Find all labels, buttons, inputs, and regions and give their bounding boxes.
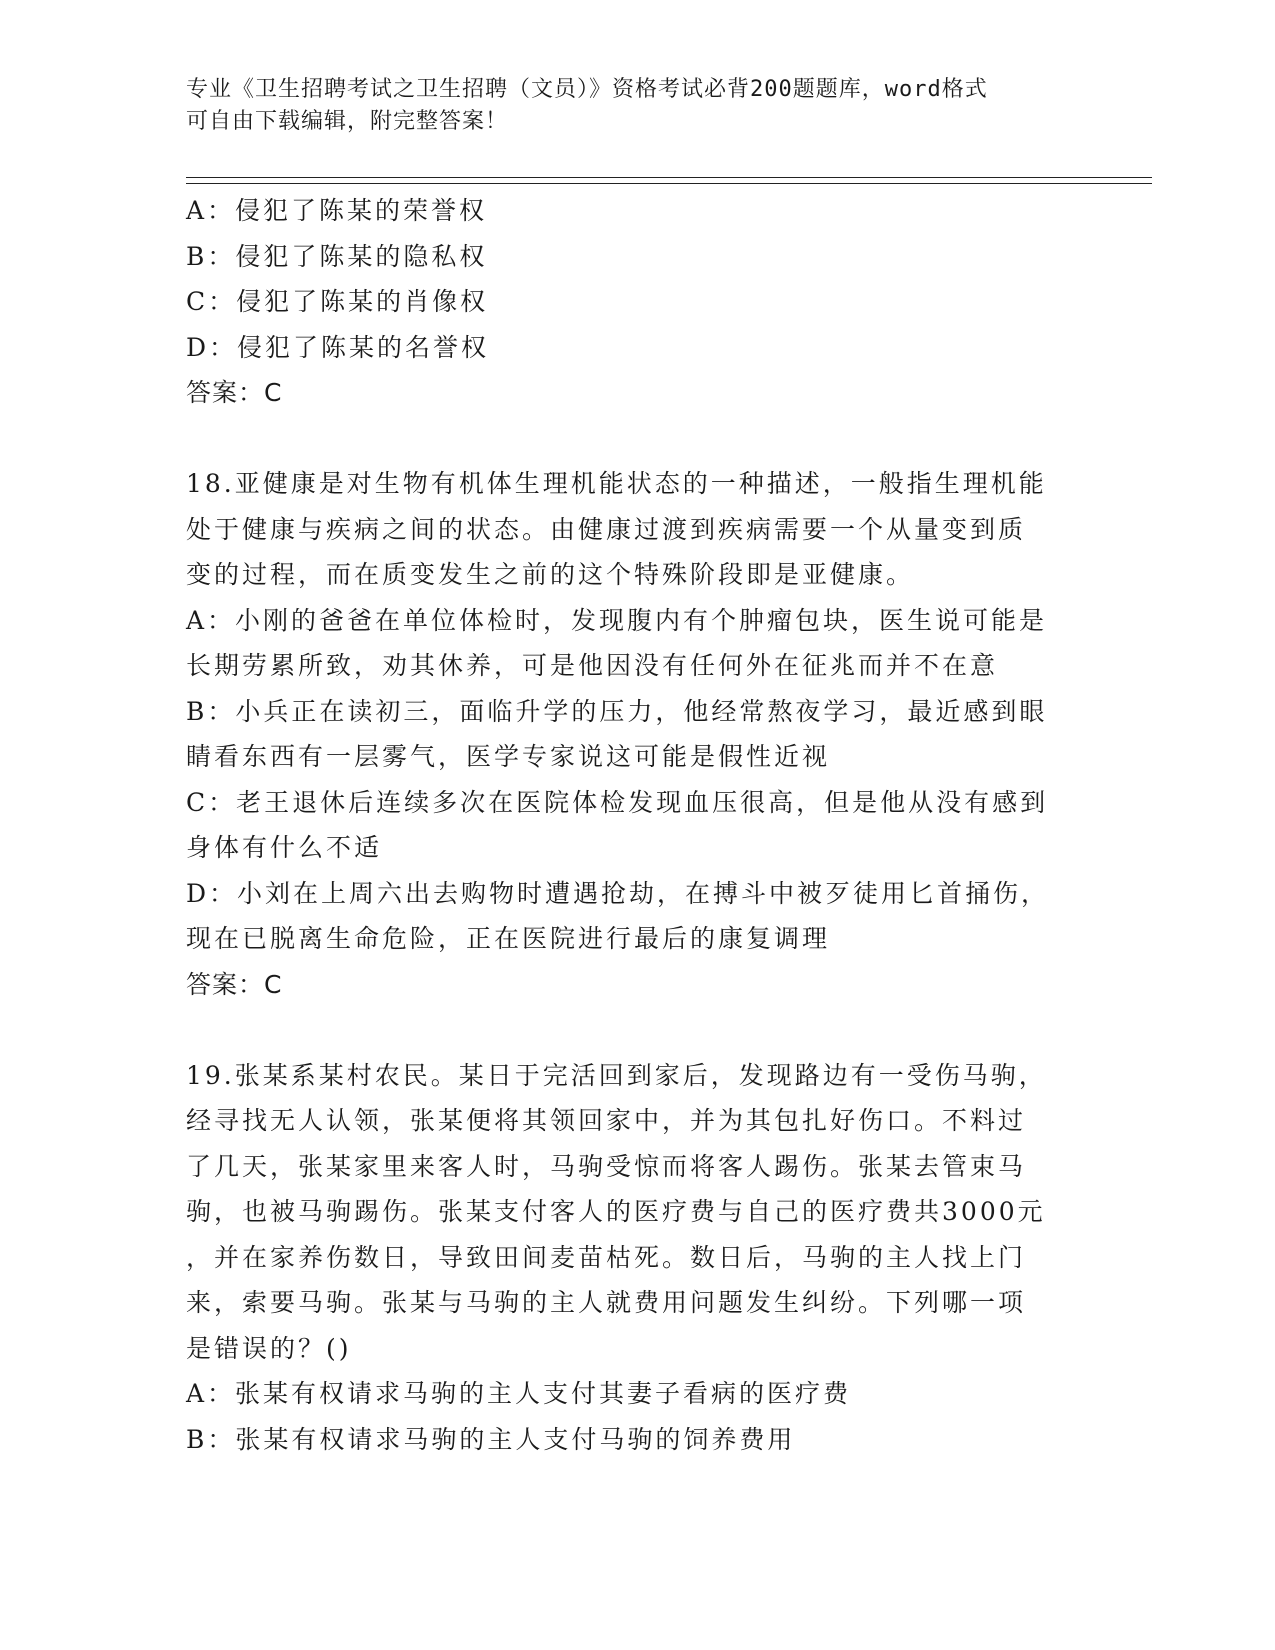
option-a-continued: 长期劳累所致，劝其休养，可是他因没有任何外在征兆而并不在意: [186, 651, 999, 680]
spacer: [186, 416, 1076, 462]
header-divider: [186, 177, 1152, 178]
option-b: B：张某有权请求马驹的主人支付马驹的饲养费用: [186, 1424, 796, 1454]
question-stem-line: 是错误的？(): [186, 1333, 352, 1363]
question-18: [186, 461, 1076, 1007]
option-b: B：侵犯了陈某的隐私权: [186, 241, 488, 271]
header-line: 可自由下载编辑，附完整答案！: [186, 109, 509, 134]
option-c: C：侵犯了陈某的肖像权: [186, 287, 489, 316]
question-stem-line: 经寻找无人认领，张某便将其领回家中，并为其包扎好伤口。不料过: [186, 1106, 1027, 1135]
question-stem-line: 19.张某系某村农民。某日于完活回到家后，发现路边有一受伤马驹，: [186, 1060, 1047, 1090]
question-stem-line: 处于健康与疾病之间的状态。由健康过渡到疾病需要一个从量变到质: [186, 514, 1027, 544]
option-a: A：张某有权请求马驹的主人支付其妻子看病的医疗费: [186, 1379, 852, 1408]
option-c: C：老王退休后连续多次在医院体检发现血压很高，但是他从没有感到: [186, 787, 1049, 817]
question-stem-line: 驹，也被马驹踢伤。张某支付客人的医疗费与自己的医疗费共3000元: [186, 1197, 1046, 1226]
option-d: D：小刘在上周六出去购物时遭遇抢劫，在搏斗中被歹徒用匕首捅伤，: [186, 878, 1050, 908]
question-17: [186, 188, 1076, 416]
question-stem-line: 来，索要马驹。张某与马驹的主人就费用问题发生纠纷。下列哪一项: [186, 1288, 1027, 1317]
question-stem-line: 18.亚健康是对生物有机体生理机能状态的一种描述，一般指生理机能: [186, 469, 1047, 498]
option-b-continued: 睛看东西有一层雾气，医学专家说这可能是假性近视: [186, 742, 831, 771]
option-a: A：侵犯了陈某的荣誉权: [186, 196, 488, 225]
answer: 答案：C: [186, 969, 283, 999]
question-stem-line: ，并在家养伤数日，导致田间麦苗枯死。数日后，马驹的主人找上门: [186, 1242, 1027, 1272]
header-line: 专业《卫生招聘考试之卫生招聘（文员）》资格考试必背200题题库，word格式: [186, 77, 988, 102]
question-19: [186, 1053, 1076, 1463]
option-b: B：小兵正在读初三，面临升学的压力，他经常熬夜学习，最近感到眼: [186, 696, 1048, 726]
question-stem-line: 了几天，张某家里来客人时，马驹受惊而将客人踢伤。张某去管束马: [186, 1151, 1027, 1181]
answer: 答案：C: [186, 378, 283, 407]
question-stem-line: 变的过程，而在质变发生之前的这个特殊阶段即是亚健康。: [186, 560, 915, 589]
option-d: D：侵犯了陈某的名誉权: [186, 332, 490, 362]
option-d-continued: 现在已脱离生命危险，正在医院进行最后的康复调理: [186, 924, 831, 953]
option-c-continued: 身体有什么不适: [186, 833, 383, 862]
spacer: [186, 1007, 1076, 1053]
document-header: [186, 74, 1066, 138]
option-a: A：小刚的爸爸在单位体检时，发现腹内有个肿瘤包块，医生说可能是: [186, 605, 1048, 635]
header-divider: [186, 183, 1152, 184]
document-body: [186, 188, 1076, 1462]
